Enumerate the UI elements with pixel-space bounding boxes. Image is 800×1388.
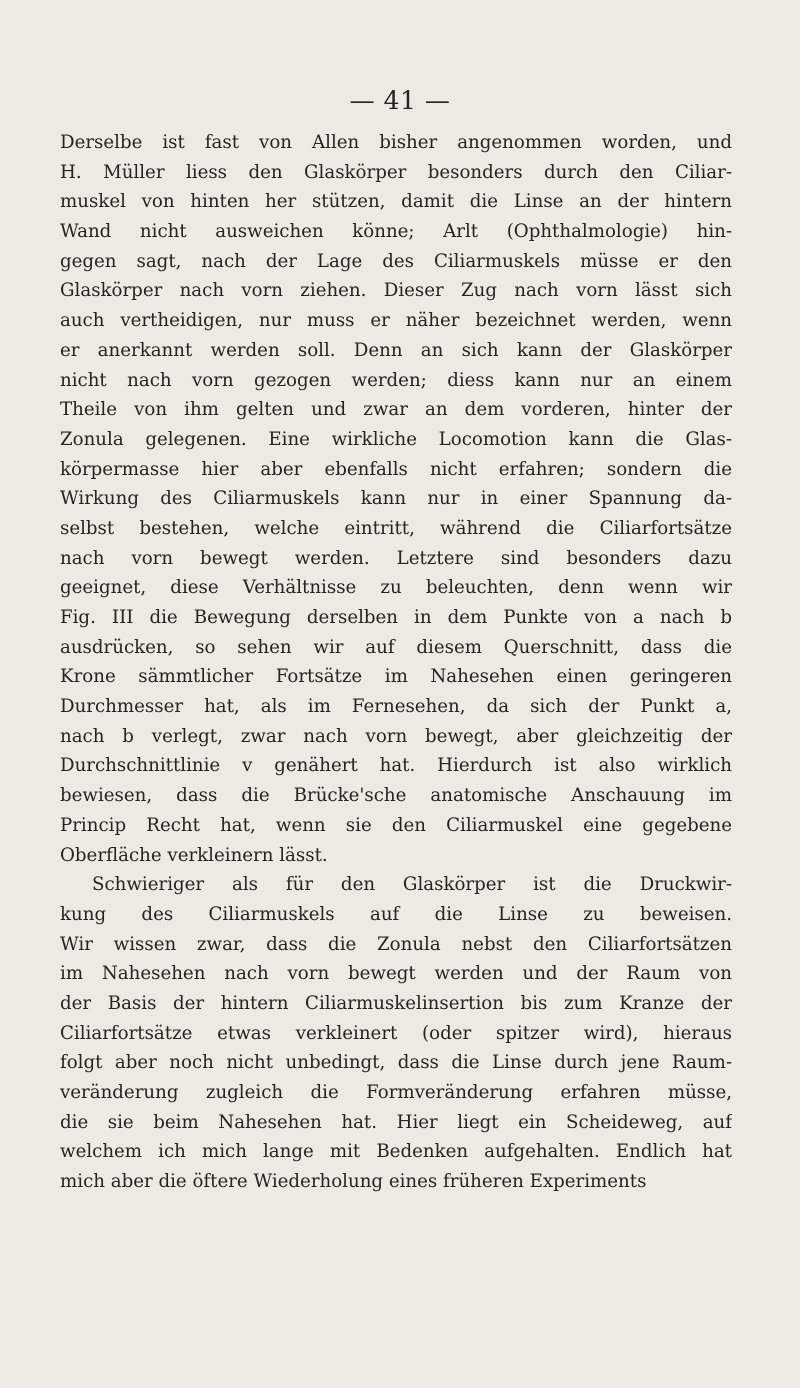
text-line: muskel von hinten her stützen, damit die Linse an der hintern <box>60 191 732 213</box>
text-line: im Nahesehen nach vorn bewegt werden und der Raum von <box>60 963 732 985</box>
text-line: nicht nach vorn gezogen werden; diess kann nur an einem <box>60 369 732 391</box>
text-line: Princip Recht hat, wenn sie den Ciliarmuskel eine gegebene <box>60 814 732 836</box>
text-line: geeignet, diese Verhältnisse zu beleuchten, denn wenn wir <box>60 577 732 599</box>
text-line: Wirkung des Ciliarmuskels kann nur in einer Spannung da- <box>60 488 732 510</box>
text-line: Theile von ihm gelten und zwar an dem vorderen, hinter der <box>60 399 732 421</box>
text-line: Fig. III die Bewegung derselben in dem Punkte von a nach b <box>60 607 732 628</box>
text-line: H. Müller liess den Glaskörper besonders durch den Ciliar- <box>60 161 732 183</box>
text-line: Oberfläche verkleinern lässt. <box>60 844 328 866</box>
text-line: auch vertheidigen, nur muss er näher bezeichnet werden, wenn <box>60 310 732 332</box>
page-number: — 41 — <box>349 86 451 115</box>
text-line: mich aber die öftere Wiederholung eines früheren Experiments <box>60 1171 647 1193</box>
text-line: bewiesen, dass die Brücke'sche anatomische Anschauung im <box>60 785 732 807</box>
text-line: Durchmesser hat, als im Fernesehen, da sich der Punkt a, <box>60 696 732 718</box>
text-line: gegen sagt, nach der Lage des Ciliarmuskels müsse er den <box>60 250 732 272</box>
text-line: nach vorn bewegt werden. Letztere sind besonders dazu <box>60 547 732 569</box>
text-line: Derselbe ist fast von Allen bisher angenommen worden, und <box>60 132 732 153</box>
text-line: Glaskörper nach vorn ziehen. Dieser Zug nach vorn lässt sich <box>60 280 732 302</box>
text-line: Zonula gelegenen. Eine wirkliche Locomotion kann die Glas- <box>60 428 732 450</box>
text-line: Schwieriger als für den Glaskörper ist die Druckwir- <box>92 874 732 896</box>
text-line: ausdrücken, so sehen wir auf diesem Querschnitt, dass die <box>60 636 732 658</box>
text-line: die sie beim Nahesehen hat. Hier liegt ein Scheideweg, auf <box>60 1111 732 1133</box>
body-text <box>60 128 732 1197</box>
text-line: Wand nicht ausweichen könne; Arlt (Ophthalmologie) hin- <box>60 221 732 243</box>
text-line: nach b verlegt, zwar nach vorn bewegt, aber gleichzeitig der <box>60 725 732 747</box>
text-line: folgt aber noch nicht unbedingt, dass die Linse durch jene Raum- <box>60 1052 732 1074</box>
text-line: Krone sämmtlicher Fortsätze im Nahesehen einen geringeren <box>60 666 732 688</box>
text-line: Wir wissen zwar, dass die Zonula nebst den Ciliarfortsätzen <box>60 933 732 955</box>
text-line: Ciliarfortsätze etwas verkleinert (oder spitzer wird), hieraus <box>60 1022 732 1044</box>
text-line: kung des Ciliarmuskels auf die Linse zu beweisen. <box>60 903 732 925</box>
text-line: Durchschnittlinie v genähert hat. Hierdurch ist also wirklich <box>60 755 732 777</box>
text-line: selbst bestehen, welche eintritt, während die Ciliarfortsätze <box>60 517 732 539</box>
text-line: er anerkannt werden soll. Denn an sich kann der Glaskörper <box>60 339 732 361</box>
text-line: veränderung zugleich die Formveränderung erfahren müsse, <box>60 1082 732 1103</box>
text-line: körpermasse hier aber ebenfalls nicht erfahren; sondern die <box>60 458 732 480</box>
text-line: der Basis der hintern Ciliarmuskelinsertion bis zum Kranze der <box>60 992 732 1014</box>
text-line: welchem ich mich lange mit Bedenken aufgehalten. Endlich hat <box>60 1141 732 1163</box>
